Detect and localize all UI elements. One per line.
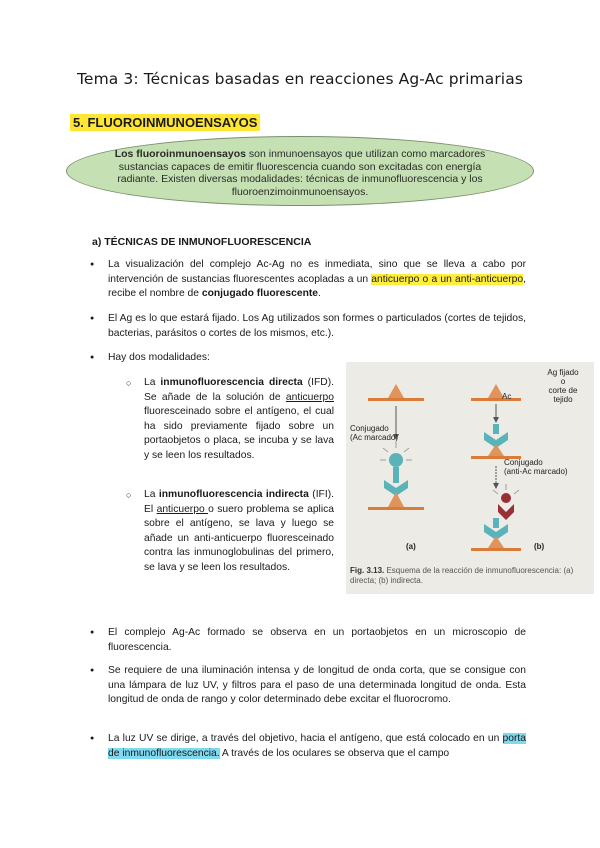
slide-a-top: [368, 398, 424, 401]
underline-anticuerpo: anticuerpo: [285, 391, 334, 403]
highlight-anticuerpo: anticuerpo o a un anti-anticuerpo: [371, 273, 524, 285]
label-ag-fijado: Ag fijado o corte de tejido: [547, 368, 579, 404]
bullet-text: .: [318, 288, 321, 300]
antibody-b-bottom-stem: [493, 518, 499, 528]
bold-ifd: inmunofluorescencia directa: [160, 377, 303, 388]
bold-ifi: inmunofluorescencia indirecta: [158, 489, 309, 500]
slide-b-bottom: [471, 548, 521, 551]
figure-caption: Fig. 3.13. Esquema de la reacción de inmunofluorescencia: (a) directa; (b) indirecta.: [350, 566, 574, 585]
label-ac: Ac: [502, 392, 512, 401]
underline-anticuerpo: anticuerpo: [156, 503, 209, 515]
bold-conjugado: conjugado fluorescente: [201, 288, 319, 300]
fluorochrome-b: [501, 493, 511, 503]
label-conjugado-a: Conjugado (Ac marcado): [350, 424, 399, 442]
figure-inmunofluorescencia: [346, 362, 594, 594]
antigen-a-bottom: [388, 492, 404, 507]
text: (IFI). El: [144, 489, 334, 515]
bullet-complejo: ● El complejo Ag-Ac formado se observa en un portaobjetos en un microscopio de fluorescencia.: [108, 626, 526, 655]
bullet-text: , recibe el nombre de: [108, 273, 526, 300]
antibody-b-mid-stem: [493, 424, 499, 434]
callout-strong: Los fluoroinmunoensayos: [114, 148, 246, 160]
highlight-porta: porta de inmunofluorescencia.: [108, 733, 526, 759]
slide-b-top: [471, 398, 521, 401]
bullet-luz-uv: [108, 732, 526, 761]
label-conjugado-b: Conjugado (anti-Ac marcado): [504, 458, 568, 476]
panel-a-label: (a): [406, 542, 416, 551]
fluorochrome-a: [389, 453, 403, 467]
bullet-ag-fijado: ● El Ag es lo que estará fijado. Los Ag utilizados son formes o particulados (cortes de tejidos, bacterias, parásitos o cortes de los mismos, etc.).: [108, 312, 526, 341]
fluorescent-conjugate-b: [493, 484, 519, 494]
callout-text: son inmunoensayos que utilizan como marcadores sustancias capaces de emitir fluorescencia cuando son excitadas con energía radiante. Existen diversas modalidades: técnicas de inmunofluorescencia y los fluoroenzimoinmunoensayos.: [117, 148, 486, 198]
text: La: [144, 489, 159, 500]
text: La luz UV se dirige, a través del objetivo, hacia el antígeno, que está colocado en un: [108, 733, 503, 744]
sub-bullet-ifd: [144, 376, 334, 464]
bullet-iluminacion: ● Se requiere de una iluminación intensa y de longitud de onda corta, que se consigue con una lámpara de luz UV, y filtros para el paso de una determinada longitud de onda. Esta longitud de onda de rango y color determinado debe excitar el fluorocromo.: [108, 664, 526, 708]
sub-bullet-ifi: [144, 488, 334, 576]
text: (IFD). Se añade de la solución de: [144, 377, 334, 403]
text: o suero problema se aplica sobre el antígeno, se lava y luego se añade un anti-anticuerpo fluoresceinado contra las inmunoglobulinas del primero, se lava y se leen los resultados.: [144, 503, 334, 573]
definition-callout: [66, 136, 534, 206]
anti-antibody-b: [498, 504, 514, 520]
text: La: [144, 377, 161, 388]
antibody-a-stem: [393, 467, 399, 483]
page-title: Tema 3: Técnicas basadas en reacciones Ag-Ac primarias: [77, 70, 523, 88]
antigen-b-mid: [488, 444, 504, 456]
subsection-heading: a) TÉCNICAS DE INMUNOFLUORESCENCIA: [92, 236, 312, 248]
slide-a-bottom: [368, 507, 424, 510]
antigen-a-top: [388, 384, 404, 398]
bullet-visualizacion: [108, 258, 526, 302]
bullet-text: La visualización del complejo Ac-Ag no es inmediata, sino que se lleva a cabo por intervención de sustancias fluorescentes acopladas a un: [108, 259, 526, 285]
antigen-b-bottom: [488, 536, 504, 548]
bullet-modalidades: ● Hay dos modalidades:: [108, 351, 526, 366]
panel-b-label: (b): [534, 542, 545, 551]
text: A través de los oculares se observa que el campo: [219, 747, 450, 759]
text: fluoresceinado sobre el antígeno, el cual ha sido previamente fijado sobre un portaobjetos o placa, se incuba y se lava y se leen los resultados.: [144, 406, 334, 461]
section-heading: 5. FLUOROINMUNOENSAYOS: [70, 114, 260, 131]
